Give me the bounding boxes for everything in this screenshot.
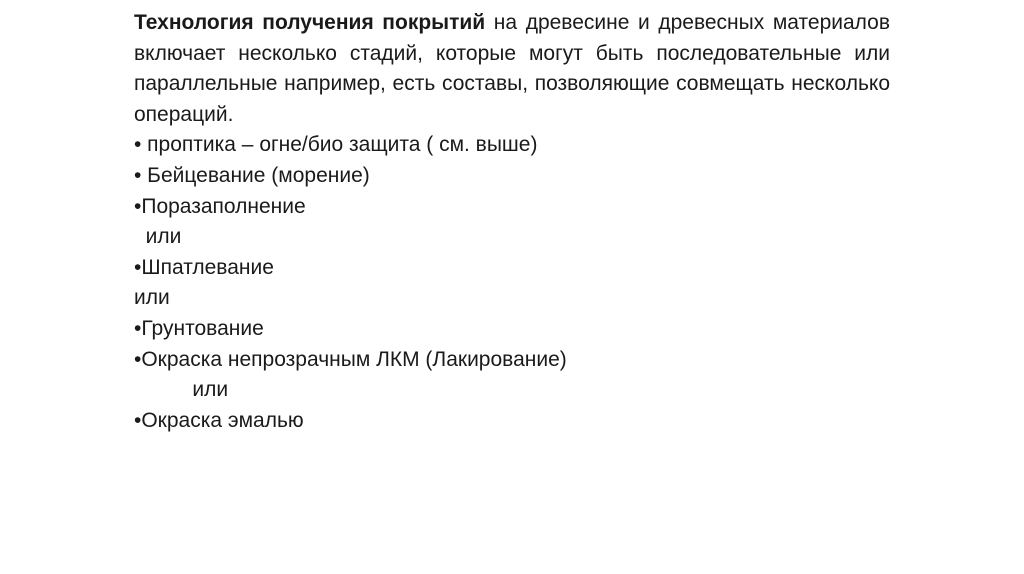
list-item-porazapolnenie: •Поразаполнение	[134, 194, 306, 218]
list-item-shpatlevanie: •Шпатлевание	[134, 255, 274, 279]
list-item-okraska-emalyu: •Окраска эмалью	[134, 408, 304, 432]
list-item-gruntovanie: •Грунтование	[134, 316, 264, 340]
intro-heading: Технология получения покрытий	[134, 11, 486, 34]
list-item-proptika: • проптика – огне/био защита ( см. выше)	[134, 133, 538, 157]
list-item-okraska-lkm: •Окраска непрозрачным ЛКМ (Лакирование)	[134, 347, 567, 371]
connector-ili-1: или	[134, 225, 182, 249]
connector-ili-2: или	[134, 286, 170, 310]
connector-ili-3: или	[134, 378, 229, 402]
intro-paragraph	[134, 8, 890, 130]
intro-text: на древесине и древесных материалов включает несколько стадий, которые могут быть последовательные или параллельные например, есть составы, позволяющие совмещать несколько операций.	[134, 11, 890, 126]
slide-content	[134, 8, 890, 436]
list-item-beitsevanie: • Бейцевание (морение)	[134, 163, 370, 187]
